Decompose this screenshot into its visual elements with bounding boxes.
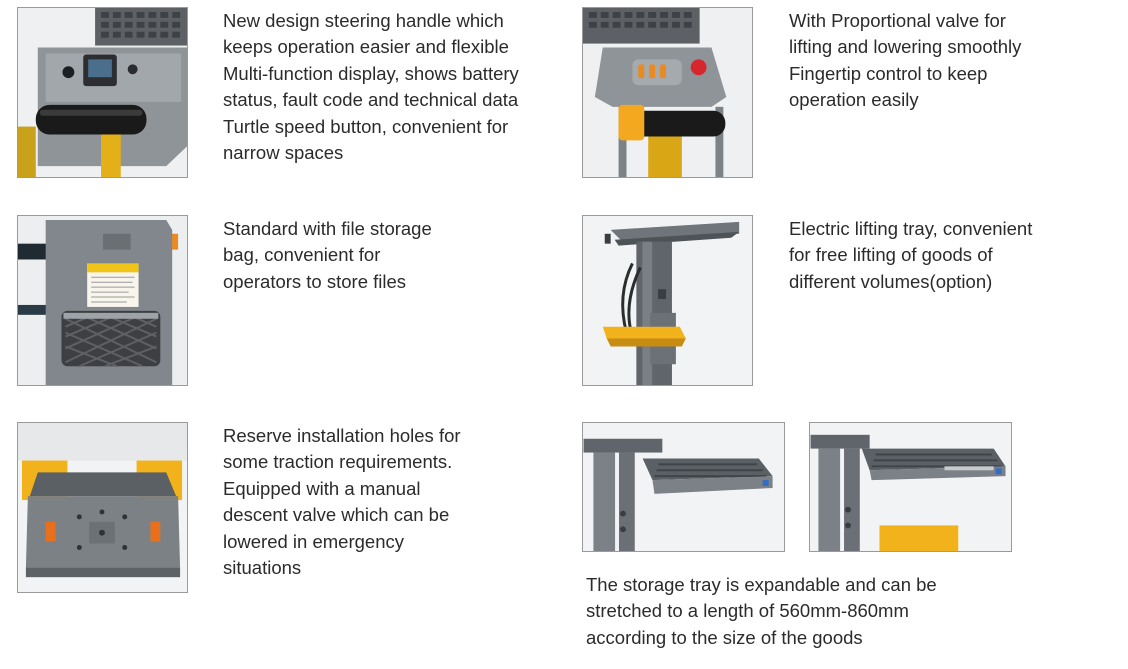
storage-tray-retracted-illustration: [583, 423, 784, 551]
storage-tray-extended-photo: [809, 422, 1012, 552]
lifting-tray-photo: [582, 215, 753, 386]
lifting-tray-illustration: [583, 216, 752, 385]
lifting-tray-description: Electric lifting tray, convenient for free lifting of goods of different volumes(option): [789, 218, 1033, 292]
installation-holes-description: Reserve installation holes for some traction requirements. Equipped with a manual descent valve which can be lowered in emergency situations: [223, 425, 461, 579]
steering-handle-illustration: [18, 8, 187, 177]
file-storage-bag-illustration: [18, 216, 187, 385]
installation-holes-illustration: [18, 423, 187, 592]
control-panel-photo: [582, 7, 753, 178]
steering-handle-description: New design steering handle which keeps operation easier and flexible Multi-function display, shows battery status, fault code and technical data Turtle speed button, convenient for narrow spaces: [223, 10, 519, 164]
steering-handle-photo: [17, 7, 188, 178]
storage-tray-extended-illustration: [810, 423, 1011, 551]
file-storage-bag-photo: [17, 215, 188, 386]
proportional-valve-description: With Proportional valve for lifting and lowering smoothly Fingertip control to keep operation easily: [789, 10, 1022, 111]
storage-tray-description: The storage tray is expandable and can be stretched to a length of 560mm-860mm according to the size of the goods: [586, 574, 937, 648]
file-storage-bag-description: Standard with file storage bag, convenient for operators to store files: [223, 218, 432, 292]
installation-holes-photo: [17, 422, 188, 593]
control-panel-illustration: [583, 8, 752, 177]
storage-tray-retracted-photo: [582, 422, 785, 552]
